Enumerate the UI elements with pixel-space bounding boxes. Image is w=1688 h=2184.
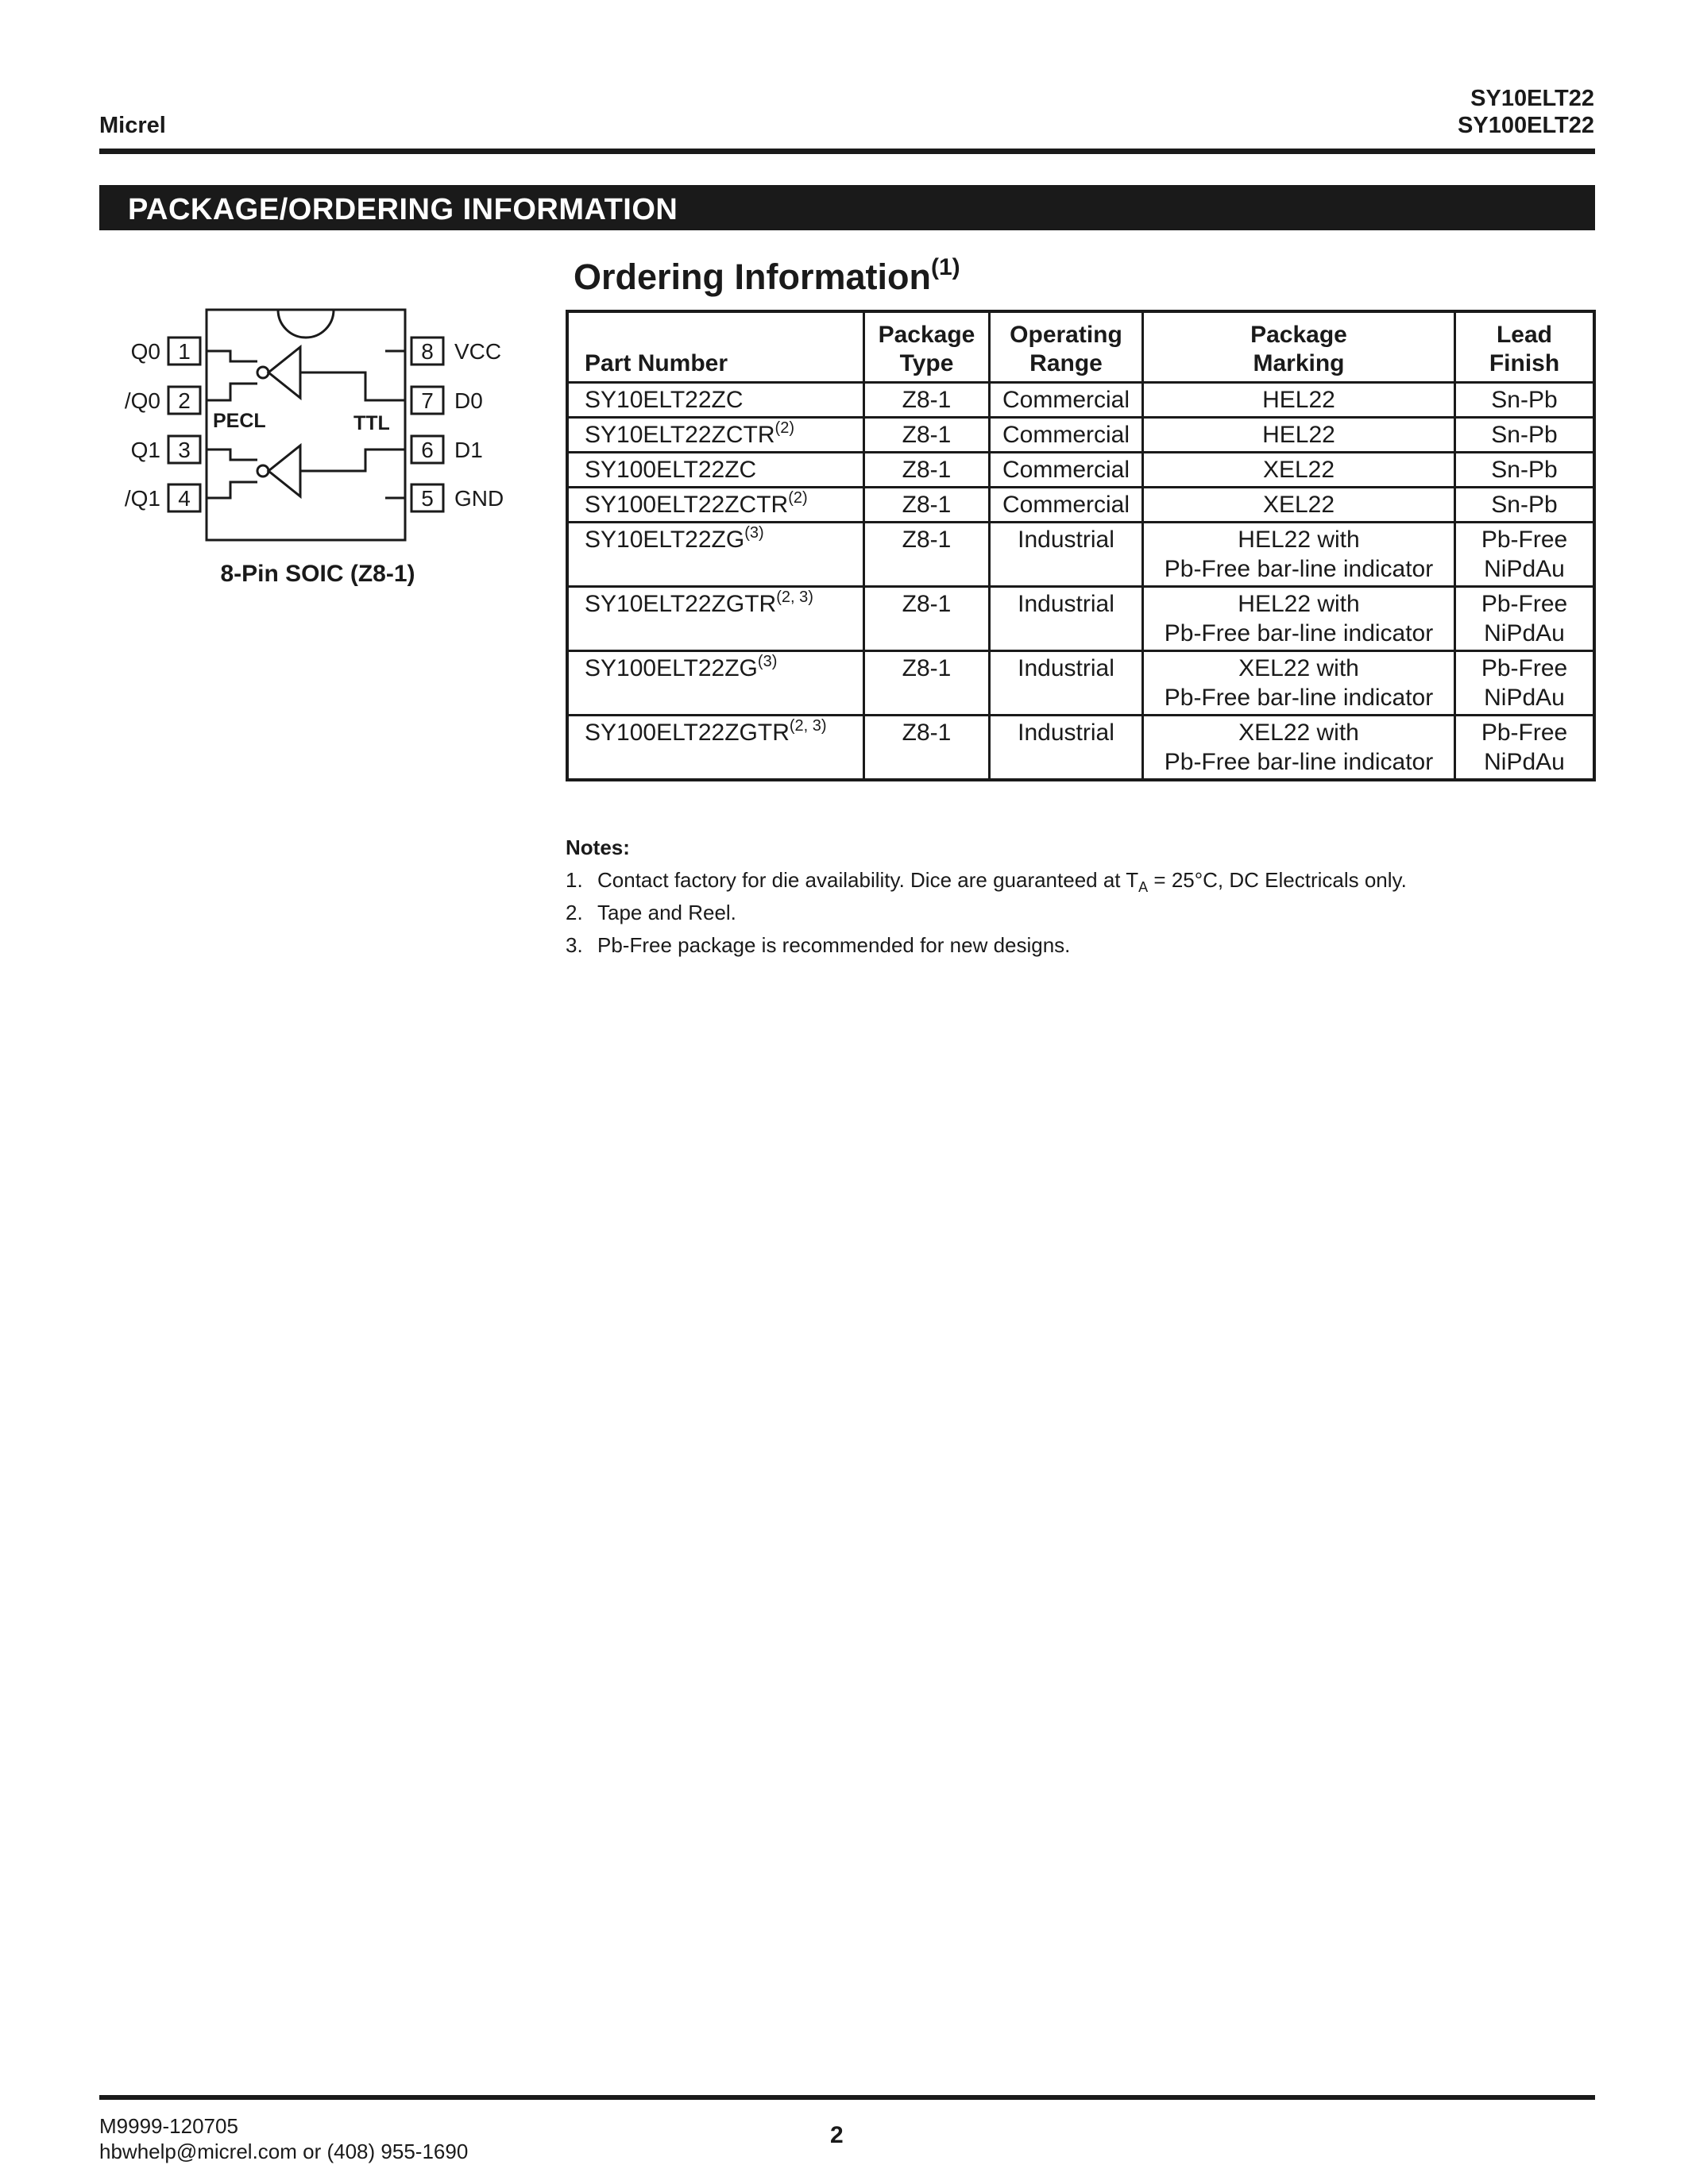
table-row xyxy=(567,523,1594,587)
column-header: Operating Range xyxy=(990,311,1143,383)
table-row xyxy=(567,716,1594,781)
finish-line: Sn-Pb xyxy=(1491,492,1558,518)
part-number-cell xyxy=(567,453,864,488)
marking-line: XEL22 xyxy=(1262,457,1335,483)
part-number: SY10ELT22ZG xyxy=(585,527,745,553)
marking-line: HEL22 xyxy=(1262,422,1335,448)
part-note: (3) xyxy=(757,653,778,670)
ordering-table xyxy=(566,310,1596,781)
pinout-diagram xyxy=(111,306,524,544)
pin-number: 5 xyxy=(421,486,434,511)
finish-line: NiPdAu xyxy=(1484,556,1565,582)
part-number-cell xyxy=(567,523,864,587)
package-marking-cell xyxy=(1143,523,1455,587)
finish-line: Sn-Pb xyxy=(1491,422,1558,448)
package-type-cell: Z8-1 xyxy=(864,716,990,781)
table-row xyxy=(567,418,1594,453)
marking-line: Pb-Free bar-line indicator xyxy=(1164,620,1434,646)
package-type-cell: Z8-1 xyxy=(864,383,990,418)
finish-line: Sn-Pb xyxy=(1491,457,1558,483)
part-number-cell xyxy=(567,587,864,651)
buffer-gate xyxy=(268,446,300,496)
marking-line: XEL22 xyxy=(1262,492,1335,518)
marking-line: Pb-Free bar-line indicator xyxy=(1164,749,1434,775)
note-item xyxy=(566,933,1070,958)
package-marking-cell xyxy=(1143,716,1455,781)
ttl-label: TTL xyxy=(353,412,390,434)
package-type-cell: Z8-1 xyxy=(864,453,990,488)
part-note: (2, 3) xyxy=(789,717,827,735)
package-marking-cell xyxy=(1143,453,1455,488)
pin-name: D0 xyxy=(454,388,483,413)
header-part-number: SY10ELT22 xyxy=(1470,86,1594,111)
note-number: 1. xyxy=(566,868,583,892)
note-text: = 25°C, DC Electricals only. xyxy=(1148,868,1407,892)
note-text: Tape and Reel. xyxy=(597,901,736,924)
ordering-title-note: (1) xyxy=(931,254,960,280)
pin-number: 1 xyxy=(178,339,191,364)
table-row xyxy=(567,488,1594,523)
package-marking-cell xyxy=(1143,383,1455,418)
marking-line: XEL22 with xyxy=(1238,655,1359,681)
operating-range-cell: Commercial xyxy=(990,488,1143,523)
package-type-cell: Z8-1 xyxy=(864,651,990,716)
part-note: (2, 3) xyxy=(776,588,813,606)
package-type-cell: Z8-1 xyxy=(864,488,990,523)
part-number: SY10ELT22ZC xyxy=(585,387,744,413)
finish-line: NiPdAu xyxy=(1484,685,1565,711)
finish-line: NiPdAu xyxy=(1484,749,1565,775)
package-marking-cell xyxy=(1143,418,1455,453)
note-item xyxy=(566,901,736,925)
operating-range-cell: Commercial xyxy=(990,383,1143,418)
operating-range-cell: Commercial xyxy=(990,453,1143,488)
package-type-cell: Z8-1 xyxy=(864,418,990,453)
lead-finish-cell xyxy=(1455,716,1595,781)
package-type-cell: Z8-1 xyxy=(864,523,990,587)
operating-range-cell: Industrial xyxy=(990,523,1143,587)
footer-rule xyxy=(99,2095,1595,2100)
document-code: M9999-120705 xyxy=(99,2114,238,2138)
page-number: 2 xyxy=(830,2122,844,2148)
pin-name: /Q0 xyxy=(124,388,160,413)
note-item xyxy=(566,868,1407,896)
marking-line: HEL22 xyxy=(1262,387,1335,413)
finish-line: Sn-Pb xyxy=(1491,387,1558,413)
marking-line: HEL22 with xyxy=(1238,527,1360,553)
part-number: SY100ELT22ZGTR xyxy=(585,720,790,746)
part-number-cell xyxy=(567,383,864,418)
part-number-cell xyxy=(567,716,864,781)
lead-finish-cell xyxy=(1455,383,1595,418)
gate-wire xyxy=(207,482,257,498)
lead-finish-cell xyxy=(1455,523,1595,587)
note-number: 2. xyxy=(566,901,583,924)
marking-line: Pb-Free bar-line indicator xyxy=(1164,556,1434,582)
pin-number: 3 xyxy=(178,438,191,462)
pin-name: Q1 xyxy=(130,438,160,462)
header-part-number: SY100ELT22 xyxy=(1458,113,1594,138)
part-note: (3) xyxy=(744,524,764,542)
pecl-label: PECL xyxy=(213,410,266,432)
column-header: Part Number xyxy=(567,311,864,383)
package-marking-cell xyxy=(1143,488,1455,523)
pin-number: 6 xyxy=(421,438,434,462)
operating-range-cell: Industrial xyxy=(990,587,1143,651)
lead-finish-cell xyxy=(1455,488,1595,523)
marking-line: Pb-Free bar-line indicator xyxy=(1164,685,1434,711)
finish-line: Pb-Free xyxy=(1481,591,1568,617)
package-marking-cell xyxy=(1143,651,1455,716)
marking-line: XEL22 with xyxy=(1238,720,1359,746)
contact-info: hbwhelp@micrel.com or (408) 955-1690 xyxy=(99,2140,469,2163)
notes-title: Notes: xyxy=(566,835,630,859)
section-title: PACKAGE/ORDERING INFORMATION xyxy=(128,193,678,226)
note-text: Pb-Free package is recommended for new designs. xyxy=(597,933,1071,957)
lead-finish-cell xyxy=(1455,418,1595,453)
part-note: (2) xyxy=(788,489,808,507)
buffer-gate xyxy=(268,347,300,398)
table-row xyxy=(567,587,1594,651)
note-subscript: A xyxy=(1138,879,1149,895)
ordering-title xyxy=(574,254,960,298)
gate-wire xyxy=(300,450,405,471)
gate-wire xyxy=(300,372,405,400)
part-number: SY100ELT22ZCTR xyxy=(585,492,789,518)
pin-name: VCC xyxy=(454,339,502,364)
pin-name: D1 xyxy=(454,438,483,462)
part-number: SY100ELT22ZC xyxy=(585,457,757,483)
operating-range-cell: Industrial xyxy=(990,716,1143,781)
part-number: SY10ELT22ZCTR xyxy=(585,422,775,448)
part-note: (2) xyxy=(774,419,794,437)
lead-finish-cell xyxy=(1455,651,1595,716)
lead-finish-cell xyxy=(1455,587,1595,651)
part-number-cell xyxy=(567,651,864,716)
operating-range-cell: Commercial xyxy=(990,418,1143,453)
table-row xyxy=(567,651,1594,716)
ordering-title-text: Ordering Information xyxy=(574,257,931,297)
part-number-cell xyxy=(567,488,864,523)
finish-line: Pb-Free xyxy=(1481,655,1568,681)
column-header: Package Marking xyxy=(1143,311,1455,383)
pin-name: /Q1 xyxy=(124,486,160,511)
section-banner xyxy=(99,185,1595,230)
table-header-row xyxy=(567,311,1594,383)
pin-number: 2 xyxy=(178,388,191,413)
lead-finish-cell xyxy=(1455,453,1595,488)
pin-number: 4 xyxy=(178,486,191,511)
header-rule xyxy=(99,149,1595,154)
package-type-cell: Z8-1 xyxy=(864,587,990,651)
gate-wire xyxy=(207,384,257,400)
part-number: SY10ELT22ZGTR xyxy=(585,591,777,617)
column-header: Package Type xyxy=(864,311,990,383)
table-row xyxy=(567,453,1594,488)
note-number: 3. xyxy=(566,933,583,957)
pin-number: 7 xyxy=(421,388,434,413)
part-number-cell xyxy=(567,418,864,453)
note-text: Contact factory for die availability. Dice are guaranteed at T xyxy=(597,868,1139,892)
brand-name: Micrel xyxy=(99,113,166,138)
package-marking-cell xyxy=(1143,587,1455,651)
finish-line: NiPdAu xyxy=(1484,620,1565,646)
pin-name: Q0 xyxy=(130,339,160,364)
package-notch xyxy=(278,310,334,338)
column-header: Lead Finish xyxy=(1455,311,1595,383)
pin-name: GND xyxy=(454,486,504,511)
finish-line: Pb-Free xyxy=(1481,720,1568,746)
marking-line: HEL22 with xyxy=(1238,591,1360,617)
pin-number: 8 xyxy=(421,339,434,364)
operating-range-cell: Industrial xyxy=(990,651,1143,716)
pinout-caption: 8-Pin SOIC (Z8-1) xyxy=(220,561,415,587)
gate-wire xyxy=(207,450,257,460)
part-number: SY100ELT22ZG xyxy=(585,655,758,681)
table-row xyxy=(567,383,1594,418)
gate-wire xyxy=(207,351,257,361)
finish-line: Pb-Free xyxy=(1481,527,1568,553)
